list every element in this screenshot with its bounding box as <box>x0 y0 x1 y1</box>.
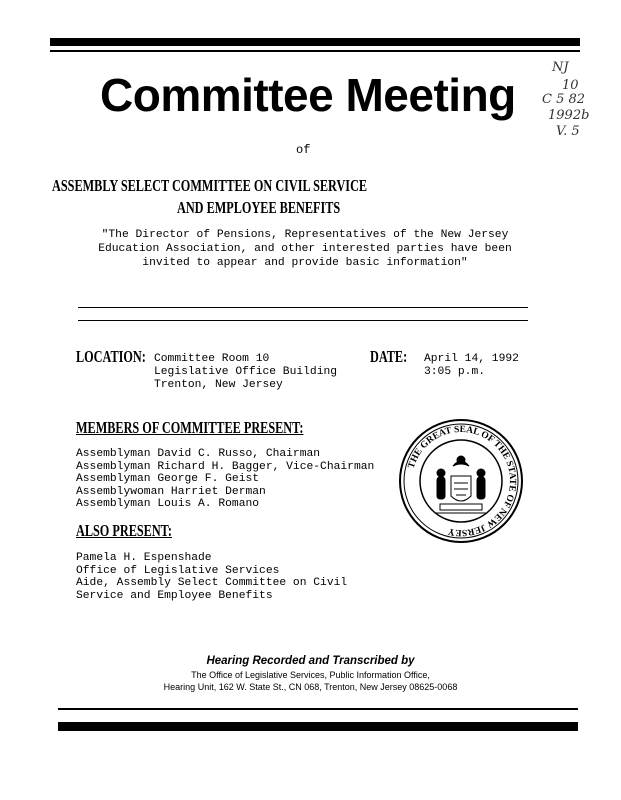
date-value: April 14, 1992 <box>424 353 519 365</box>
handwritten-note-2: 10 <box>562 78 579 93</box>
member-2: Assemblyman Richard H. Bagger, Vice-Chairman <box>76 460 375 473</box>
member-3: Assemblyman George F. Geist <box>76 473 260 485</box>
location-label: LOCATION: <box>76 347 146 366</box>
location-room: Committee Room 10 <box>154 353 270 365</box>
members-list <box>76 448 374 511</box>
member-4: Assemblywoman Harriet Derman <box>76 485 266 498</box>
committee-line-2: AND EMPLOYEE BENEFITS <box>177 198 341 217</box>
hearing-description: "The Director of Pensions, Representatives of the New Jersey Education Association, and other interested parties have been invited to appear and provide basic information" <box>98 229 512 269</box>
member-5: Assemblyman Louis A. Romano <box>76 498 260 510</box>
seal-text: THE GREAT SEAL OF THE STATE OF NEW JERSEY <box>406 424 518 538</box>
location-building: Legislative Office Building <box>154 366 338 378</box>
bottom-rule-thick <box>58 722 578 731</box>
handwritten-note-1: NJ <box>552 60 569 75</box>
document-title: Committee Meeting <box>100 69 516 121</box>
committee-line-1: ASSEMBLY SELECT COMMITTEE ON CIVIL SERVICE <box>51 176 367 195</box>
footer-office: The Office of Legislative Services, Public Information Office, <box>191 670 430 680</box>
handwritten-note-4: 1992b <box>548 108 590 123</box>
footer-address: Hearing Unit, 162 W. State St., CN 068, Trenton, New Jersey 08625-0068 <box>163 682 458 692</box>
handwritten-note-3: C 5 82 <box>542 92 586 107</box>
location-city: Trenton, New Jersey <box>154 379 283 391</box>
staff-3: Aide, Assembly Select Committee on Civil <box>76 577 348 589</box>
committee-name <box>0 176 621 220</box>
top-rule-thin <box>50 50 580 52</box>
divider-1 <box>78 307 528 308</box>
state-seal <box>398 418 524 544</box>
members-heading: MEMBERS OF COMMITTEE PRESENT: <box>76 418 304 437</box>
divider-2 <box>78 320 528 321</box>
staff-4: Service and Employee Benefits <box>76 589 273 602</box>
handwritten-note-5: V. 5 <box>556 124 580 139</box>
also-present-list <box>76 552 347 602</box>
staff-1: Pamela H. Espenshade <box>76 552 212 564</box>
time-value: 3:05 p.m. <box>424 366 486 378</box>
member-1: Assemblyman David C. Russo, Chairman <box>76 448 321 460</box>
of-label: of <box>296 143 311 157</box>
footer-title: Hearing Recorded and Transcribed by <box>206 655 415 667</box>
top-rule-thick <box>50 38 580 46</box>
also-present-heading: ALSO PRESENT: <box>76 521 173 540</box>
seal-graphic <box>398 418 524 544</box>
date-label: DATE: <box>370 347 408 366</box>
bottom-rule-thin <box>58 708 578 710</box>
staff-2: Office of Legislative Services <box>76 564 280 577</box>
